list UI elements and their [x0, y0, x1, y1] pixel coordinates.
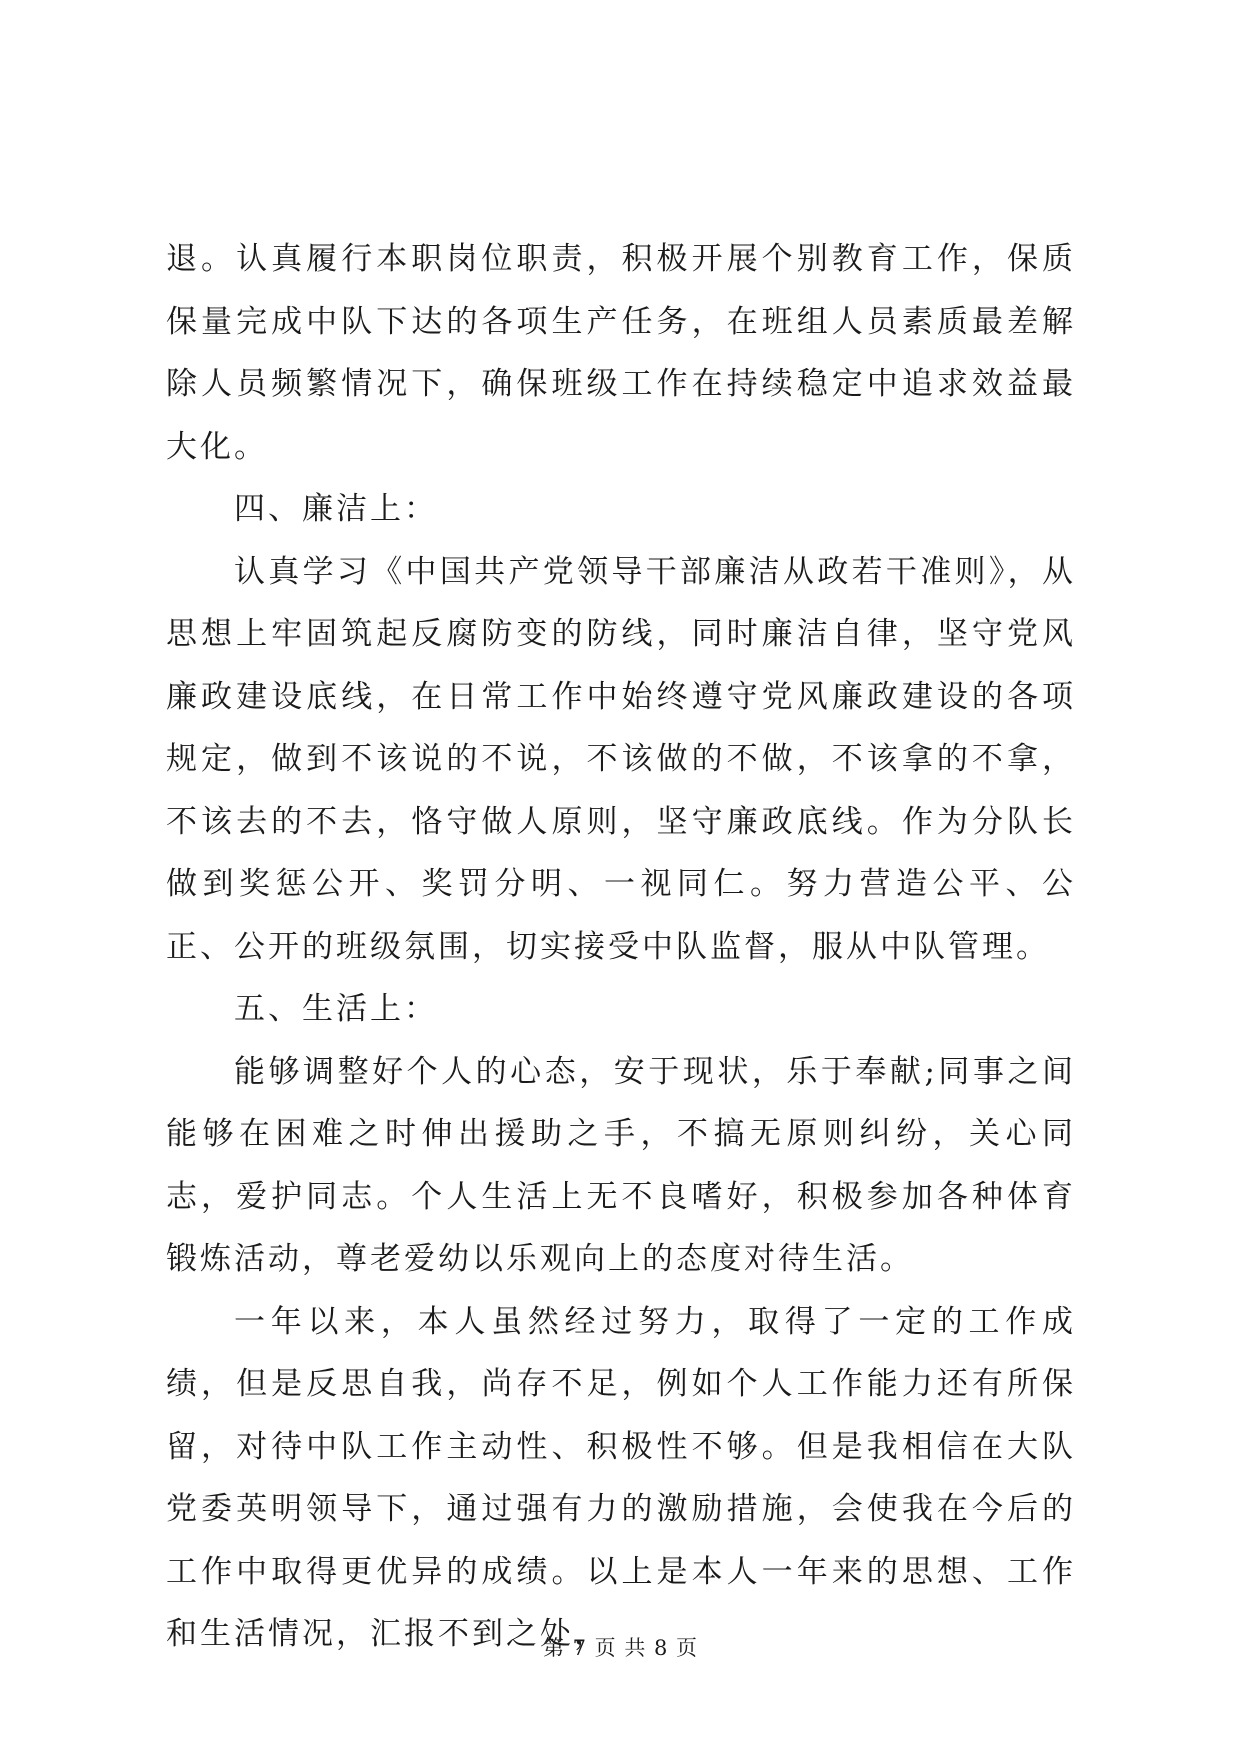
paragraph-life: 能够调整好个人的心态，安于现状，乐于奉献;同事之间能够在困难之时伸出援助之手，不搞无原则纠纷，关心同志，爱护同志。个人生活上无不良嗜好，积极参加各种体育锻炼活动，尊老爱幼以乐观向上的态度对待生活。	[166, 1053, 1076, 1277]
page-number-footer: 第 7 页 共 8 页	[542, 1636, 699, 1660]
section-heading-life: 五、生活上：	[234, 991, 438, 1027]
paragraph-integrity: 认真学习《中国共产党领导干部廉洁从政若干准则》，从思想上牢固筑起反腐防变的防线，同时廉洁自律，坚守党风廉政建设底线，在日常工作中始终遵守党风廉政建设的各项规定，做到不该说的不说，不该做的不做，不该拿的不拿，不该去的不去，恪守做人原则，坚守廉政底线。作为分队长做到奖惩公开、奖罚分明、一视同仁。努力营造公平、公正、公开的班级氛围，切实接受中队监督，服从中队管理。	[166, 553, 1076, 965]
document-body	[166, 228, 1076, 1666]
paragraph-summary: 一年以来，本人虽然经过努力，取得了一定的工作成绩，但是反思自我，尚存不足，例如个人工作能力还有所保留，对待中队工作主动性、积极性不够。但是我相信在大队党委英明领导下，通过强有力的激励措施，会使我在今后的工作中取得更优异的成绩。以上是本人一年来的思想、工作和生活情况，汇报不到之处，	[166, 1303, 1076, 1652]
paragraph-continuation: 退。认真履行本职岗位职责，积极开展个别教育工作，保质保量完成中队下达的各项生产任务，在班组人员素质最差解除人员频繁情况下，确保班级工作在持续稳定中追求效益最大化。	[166, 241, 1076, 465]
section-heading-integrity: 四、廉洁上：	[234, 491, 438, 527]
